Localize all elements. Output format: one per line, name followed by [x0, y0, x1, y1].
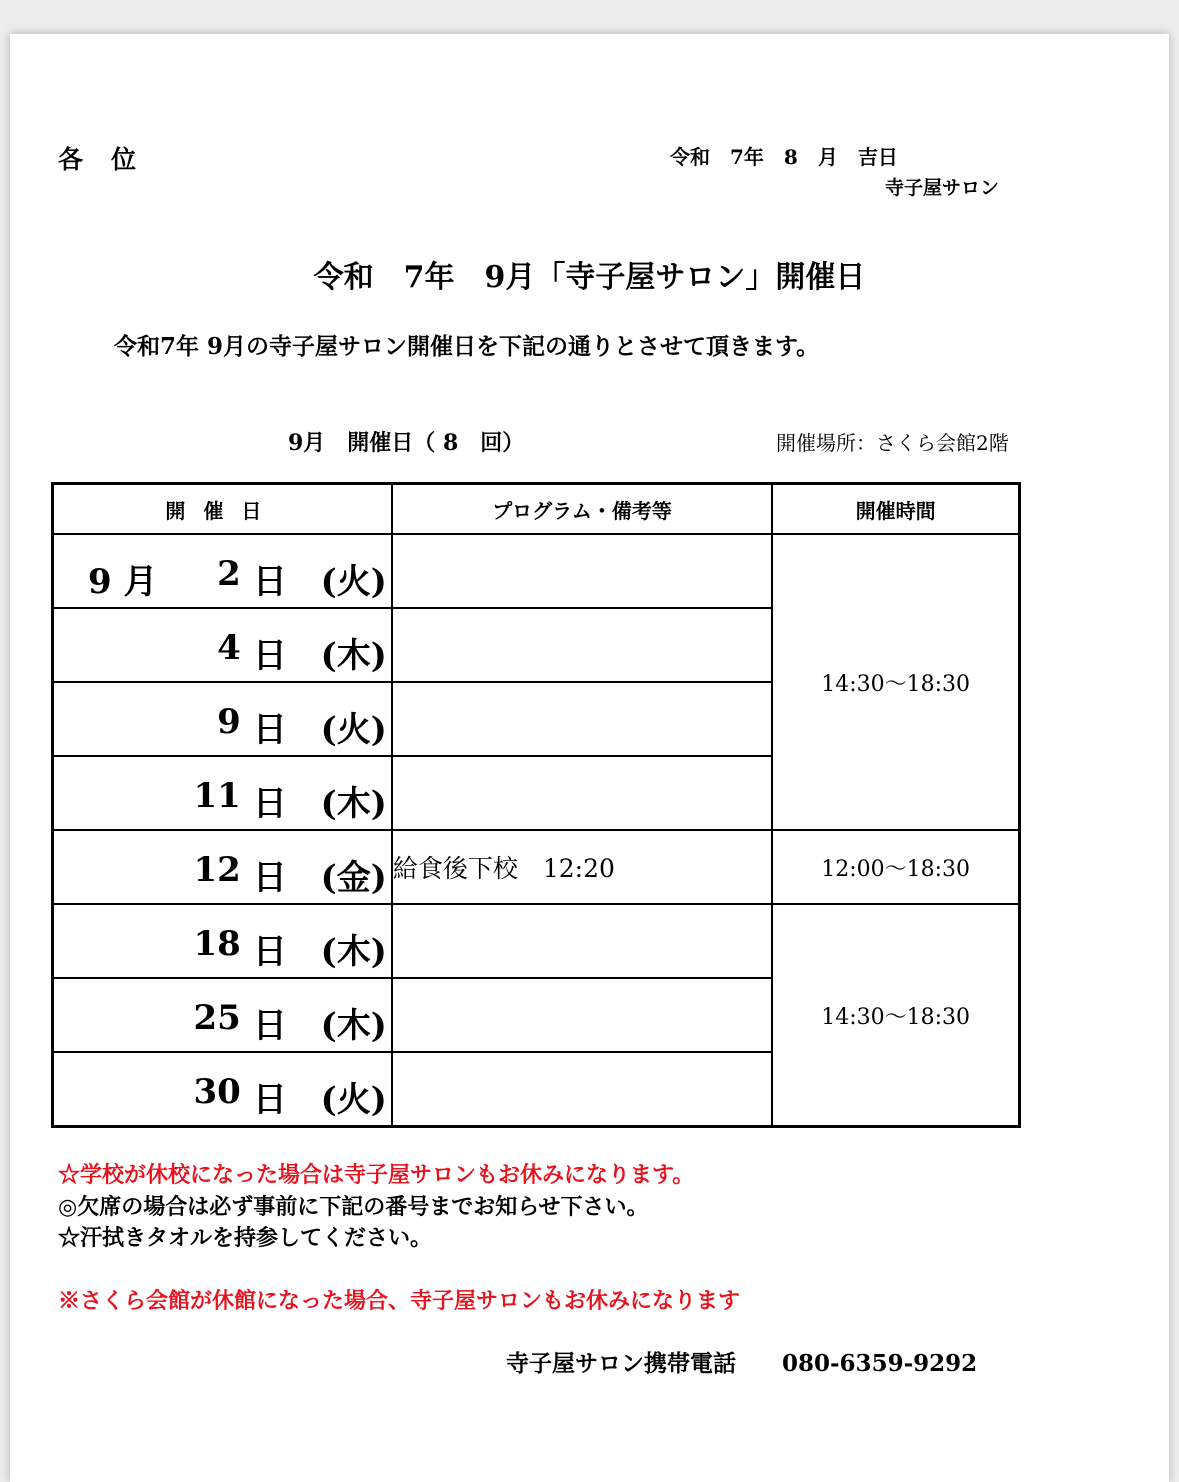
day-label: 日 — [252, 710, 287, 750]
date-cell — [53, 608, 392, 682]
table-row — [53, 904, 1020, 978]
program-cell: 給食後下校 12:20 — [392, 830, 772, 904]
day-number: 18 — [193, 924, 241, 964]
weekday: (木) — [320, 932, 387, 972]
day-number: 4 — [217, 628, 241, 668]
day-label: 日 — [252, 858, 287, 898]
day-number: 11 — [193, 776, 241, 816]
time-cell: 12:00～18:30 — [772, 830, 1019, 904]
program-cell — [392, 756, 772, 830]
program-cell — [392, 608, 772, 682]
program-cell — [392, 978, 772, 1052]
schedule-table — [51, 482, 1021, 1128]
notice-venue-closure: ※さくら会館が休館になった場合、寺子屋サロンもお休みになります — [58, 1288, 741, 1314]
time-cell: 14:30～18:30 — [772, 904, 1019, 1127]
month-label: 9 月 — [88, 562, 158, 602]
document-page — [10, 34, 1169, 1482]
notice-absence: ◎欠席の場合は必ず事前に下記の番号までお知らせ下さい。 — [58, 1194, 649, 1220]
contact-label: 寺子屋サロン携帯電話 — [506, 1350, 736, 1377]
weekday: (金) — [320, 858, 387, 898]
day-number: 9 — [217, 702, 241, 742]
contact-phone — [506, 1345, 977, 1378]
header-date: 開催日 — [53, 484, 392, 535]
date-cell — [53, 978, 392, 1052]
day-label: 日 — [252, 784, 287, 824]
weekday: (火) — [320, 710, 387, 750]
venue-info: 開催場所：さくら会館2階 — [776, 431, 1009, 455]
weekday: (木) — [320, 784, 387, 824]
weekday: (火) — [320, 562, 387, 602]
month-summary: 9月 開催日（ 8 回） — [288, 430, 525, 456]
day-number: 2 — [217, 554, 241, 594]
day-label: 日 — [252, 932, 287, 972]
table-header-row — [53, 484, 1020, 535]
table-row — [53, 534, 1020, 608]
weekday: (木) — [320, 636, 387, 676]
issue-date: 令和 7年 8 月 吉日 — [670, 145, 898, 169]
date-cell — [53, 534, 392, 608]
header-time: 開催時間 — [772, 484, 1019, 535]
date-cell — [53, 1052, 392, 1127]
day-label: 日 — [252, 636, 287, 676]
notice-towel: ☆汗拭きタオルを持参してください。 — [58, 1225, 433, 1251]
day-number: 30 — [193, 1072, 241, 1112]
weekday: (火) — [320, 1080, 387, 1120]
date-cell — [53, 830, 392, 904]
day-label: 日 — [252, 1006, 287, 1046]
date-cell — [53, 904, 392, 978]
date-cell — [53, 682, 392, 756]
day-label: 日 — [252, 1080, 287, 1120]
program-cell — [392, 1052, 772, 1127]
intro-text: 令和7年 9月の寺子屋サロン開催日を下記の通りとさせて頂きます。 — [114, 333, 820, 360]
phone-number: 080-6359-9292 — [782, 1350, 978, 1377]
header-program: プログラム・備考等 — [392, 484, 772, 535]
notice-school-closure: ☆学校が休校になった場合は寺子屋サロンもお休みになります。 — [58, 1162, 695, 1188]
program-cell — [392, 534, 772, 608]
document-title: 令和 7年 9月「寺子屋サロン」開催日 — [313, 260, 866, 295]
table-row — [53, 830, 1020, 904]
day-number: 12 — [193, 850, 241, 890]
program-cell — [392, 682, 772, 756]
program-cell — [392, 904, 772, 978]
addressee: 各位 — [58, 145, 165, 174]
day-number: 25 — [193, 998, 241, 1038]
date-cell — [53, 756, 392, 830]
time-cell: 14:30～18:30 — [772, 534, 1019, 830]
day-label: 日 — [252, 562, 287, 602]
organization-name: 寺子屋サロン — [885, 177, 1000, 199]
weekday: (木) — [320, 1006, 387, 1046]
